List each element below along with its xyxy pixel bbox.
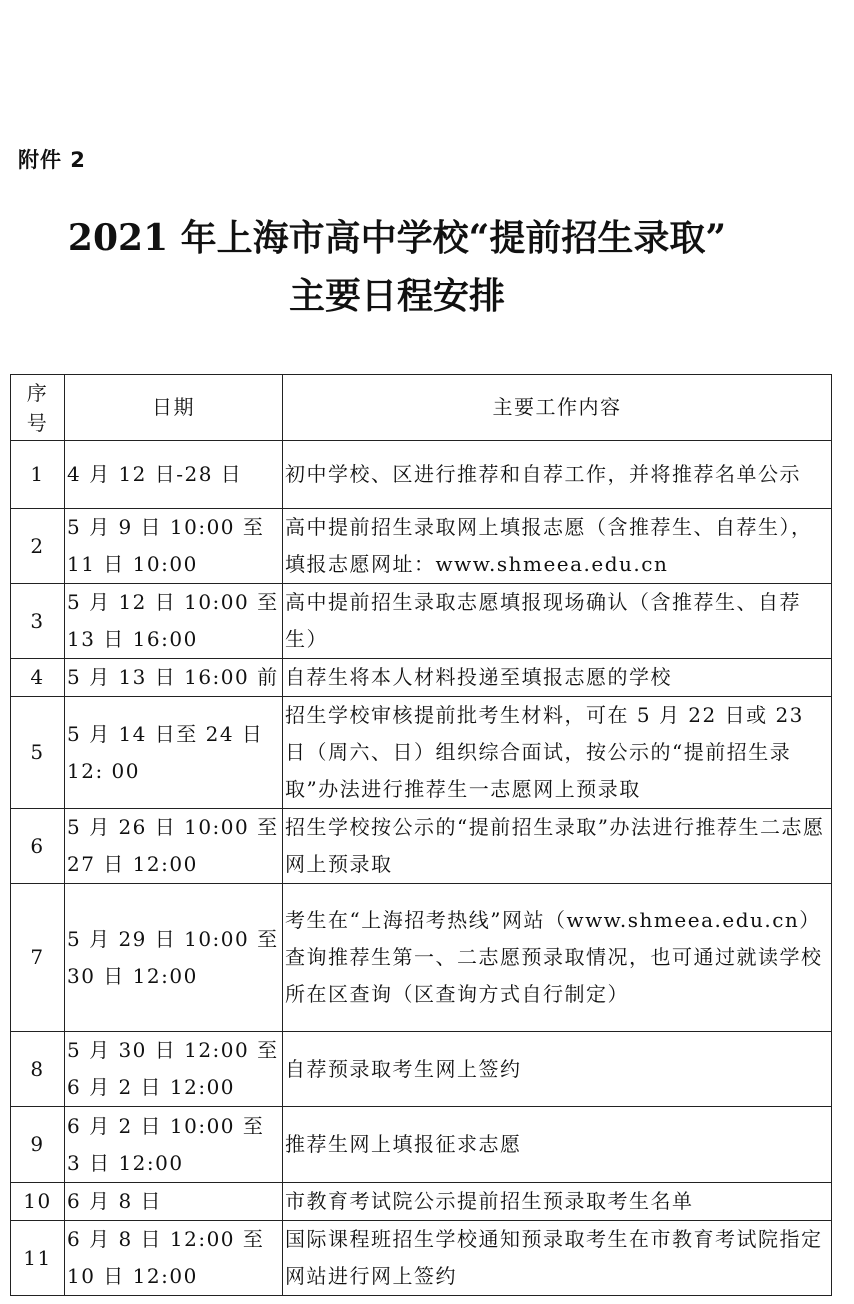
row-content: 招生学校按公示的“提前招生录取”办法进行推荐生二志愿网上预录取 [283, 809, 832, 884]
schedule-table [10, 374, 832, 1296]
row-seq: 10 [11, 1183, 65, 1221]
table-row [11, 584, 832, 659]
row-date: 5 月 14 日至 24 日 12: 00 [65, 697, 283, 809]
table-row [11, 441, 832, 509]
table-row [11, 1107, 832, 1183]
row-content: 招生学校审核提前批考生材料，可在 5 月 22 日或 23 日（周六、日）组织综合面试，按公示的“提前招生录取”办法进行推荐生一志愿网上预录取 [283, 697, 832, 809]
attachment-label: 附件 2 [18, 148, 86, 172]
row-seq: 2 [11, 509, 65, 584]
row-content: 自荐生将本人材料投递至填报志愿的学校 [283, 659, 832, 697]
row-date: 5 月 12 日 10:00 至 13 日 16:00 [65, 584, 283, 659]
header-date: 日期 [65, 375, 283, 441]
row-content: 国际课程班招生学校通知预录取考生在市教育考试院指定网站进行网上签约 [283, 1221, 832, 1296]
table-row [11, 509, 832, 584]
table-header-row [11, 375, 832, 441]
header-seq-line2: 号 [26, 410, 49, 435]
row-date: 5 月 13 日 16:00 前 [65, 659, 283, 697]
row-content: 初中学校、区进行推荐和自荐工作，并将推荐名单公示 [283, 441, 832, 509]
row-seq: 3 [11, 584, 65, 659]
row-content: 市教育考试院公示提前招生预录取考生名单 [283, 1183, 832, 1221]
row-content: 自荐预录取考生网上签约 [283, 1032, 832, 1107]
table-row [11, 1032, 832, 1107]
row-date: 5 月 26 日 10:00 至 27 日 12:00 [65, 809, 283, 884]
table-row [11, 1183, 832, 1221]
row-date: 6 月 8 日 [65, 1183, 283, 1221]
document-subtitle: 主要日程安排 [288, 275, 505, 317]
header-seq [11, 375, 65, 441]
row-date: 6 月 2 日 10:00 至 3 日 12:00 [65, 1107, 283, 1183]
row-content: 高中提前招生录取志愿填报现场确认（含推荐生、自荐生） [283, 584, 832, 659]
table-row [11, 697, 832, 809]
row-seq: 5 [11, 697, 65, 809]
row-seq: 6 [11, 809, 65, 884]
row-date: 4 月 12 日-28 日 [65, 441, 283, 509]
row-seq: 4 [11, 659, 65, 697]
row-content: 高中提前招生录取网上填报志愿（含推荐生、自荐生），填报志愿网址：www.shmeea.edu.cn [283, 509, 832, 584]
table-row [11, 1221, 832, 1296]
row-date: 5 月 30 日 12:00 至 6 月 2 日 12:00 [65, 1032, 283, 1107]
row-seq: 11 [11, 1221, 65, 1296]
row-seq: 9 [11, 1107, 65, 1183]
row-date: 6 月 8 日 12:00 至 10 日 12:00 [65, 1221, 283, 1296]
table-row [11, 884, 832, 1032]
header-seq-line1: 序 [26, 380, 49, 405]
row-date: 5 月 29 日 10:00 至 30 日 12:00 [65, 884, 283, 1032]
row-date: 5 月 9 日 10:00 至 11 日 10:00 [65, 509, 283, 584]
row-seq: 1 [11, 441, 65, 509]
row-content: 考生在“上海招考热线”网站（www.shmeea.edu.cn）查询推荐生第一、二志愿预录取情况，也可通过就读学校所在区查询（区查询方式自行制定） [283, 884, 832, 1032]
header-content: 主要工作内容 [283, 375, 832, 441]
table-row [11, 659, 832, 697]
row-seq: 8 [11, 1032, 65, 1107]
table-row [11, 809, 832, 884]
document-title: 2021 年上海市高中学校“提前招生录取” [67, 217, 727, 259]
row-content: 推荐生网上填报征求志愿 [283, 1107, 832, 1183]
row-seq: 7 [11, 884, 65, 1032]
